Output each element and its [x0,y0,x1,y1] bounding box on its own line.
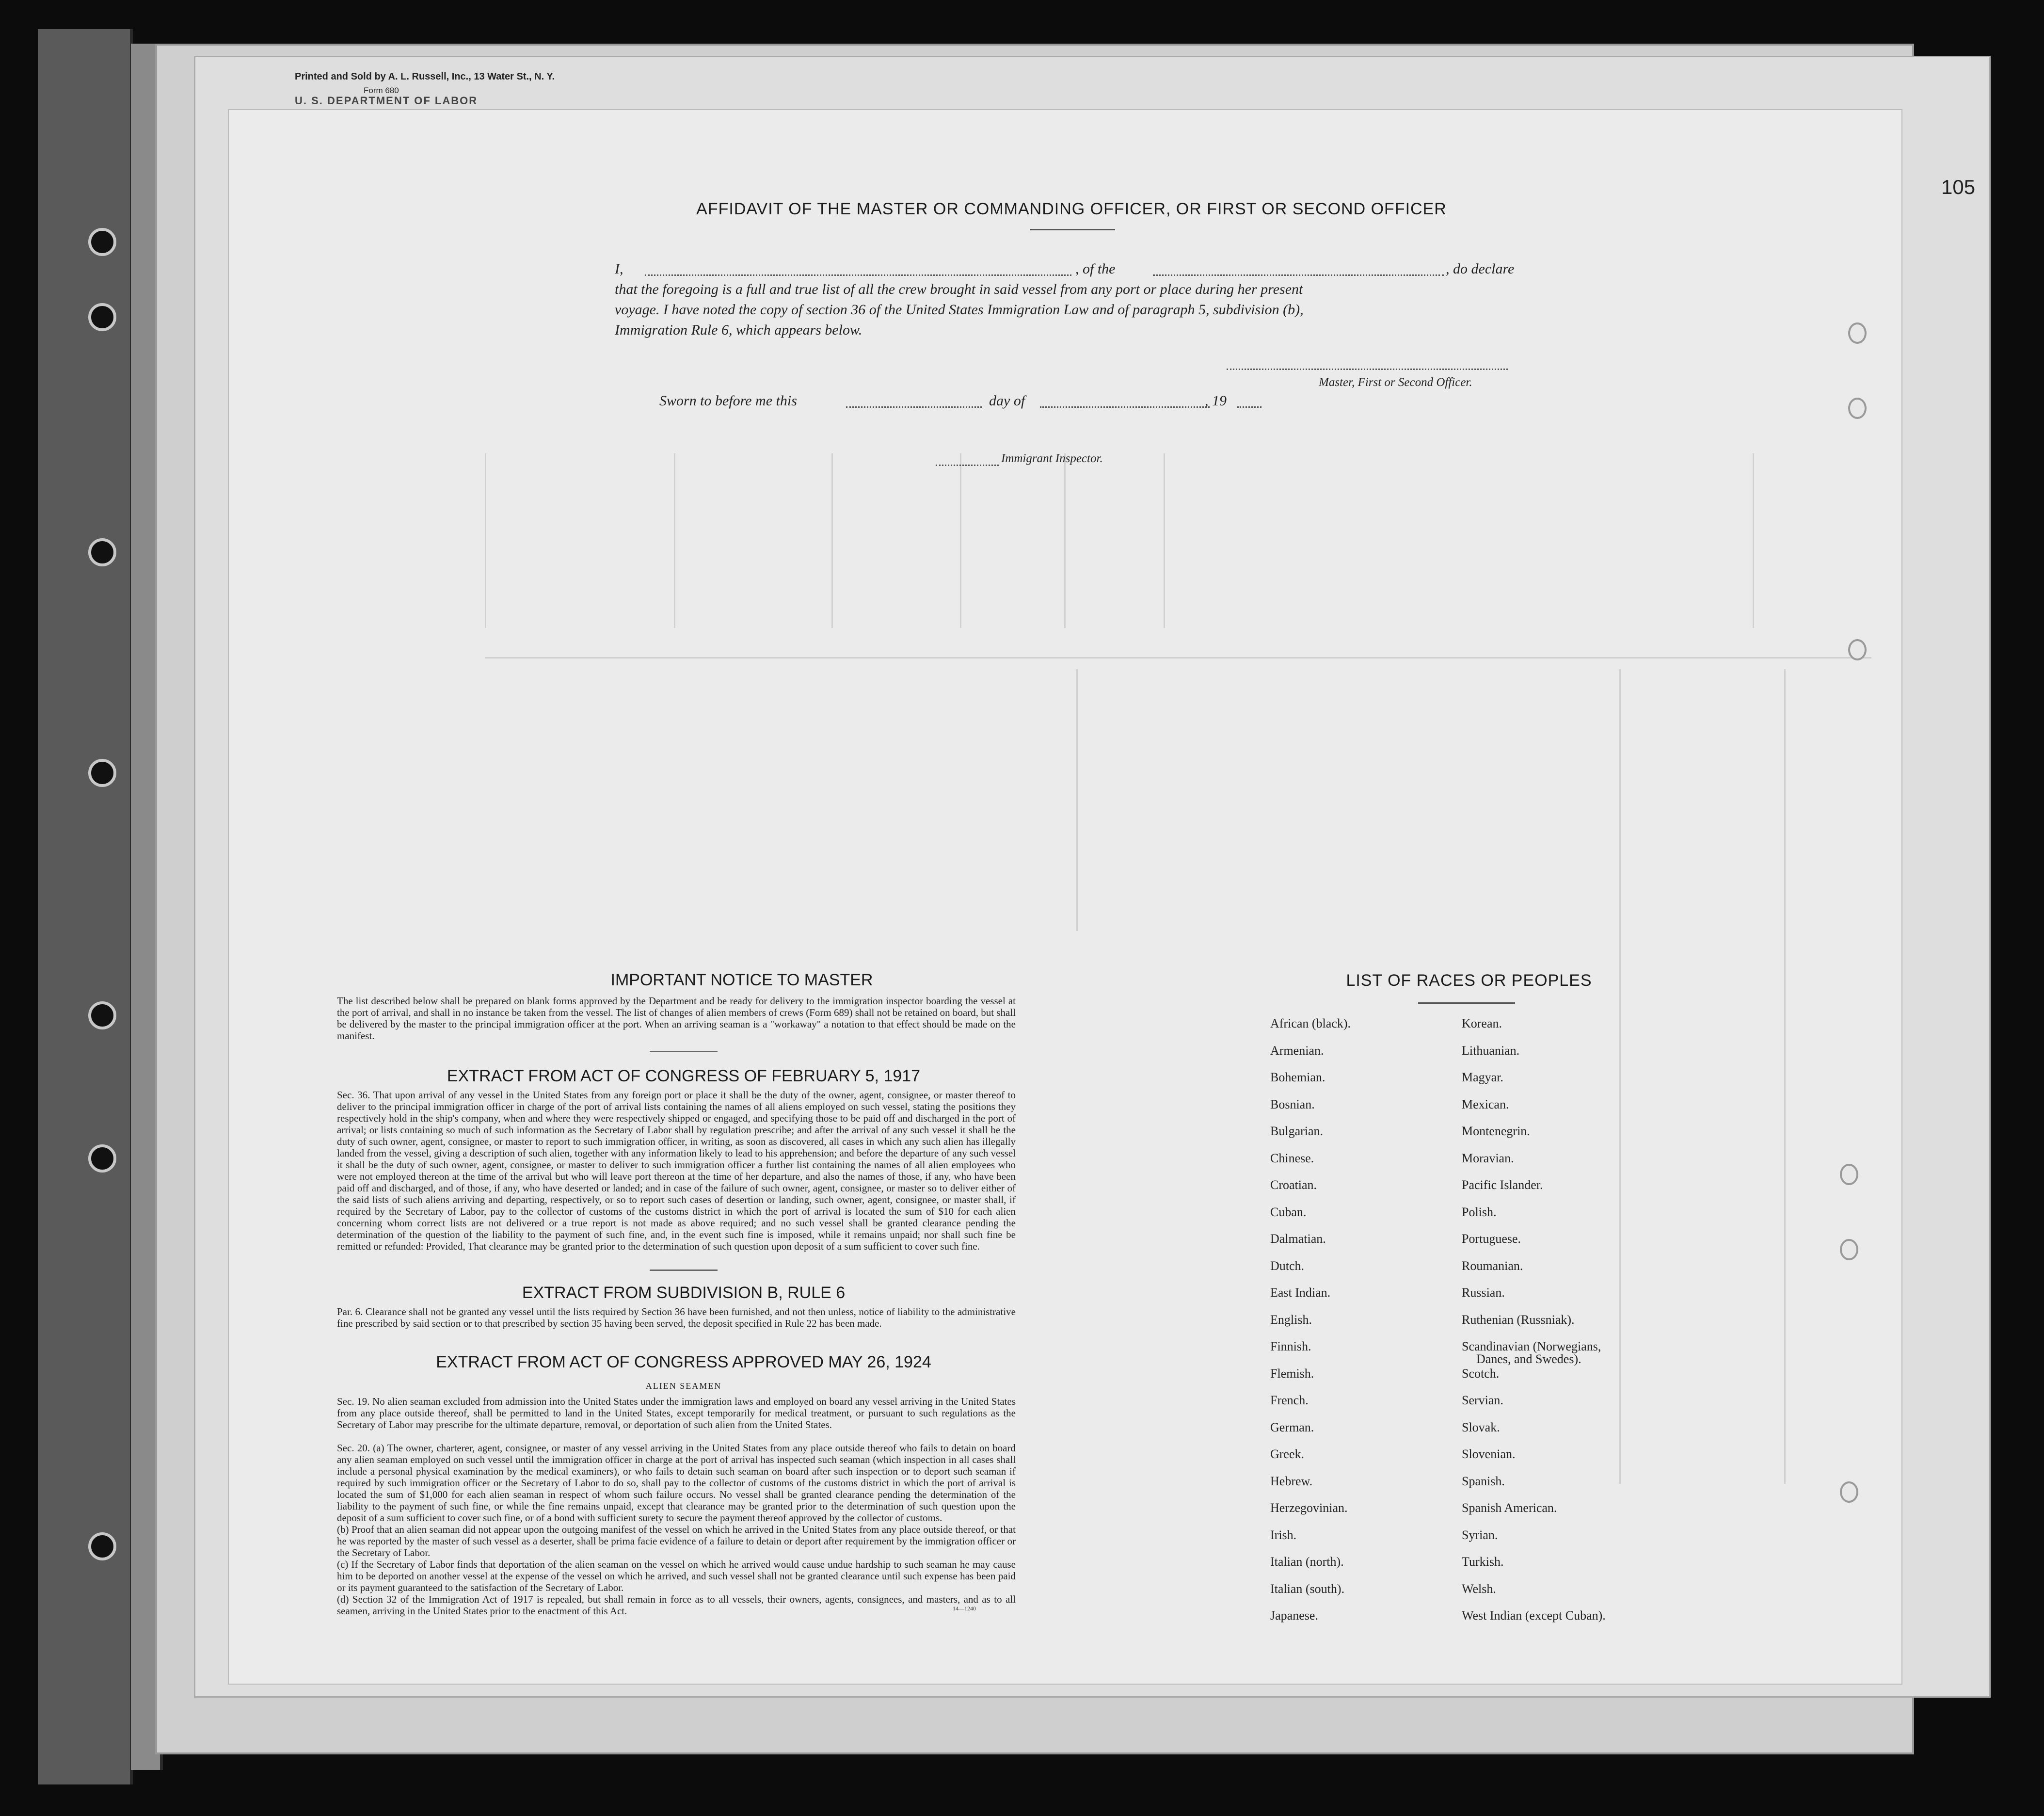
notice-text: The list described below shall be prepared on blank forms approved by the Department and be ready for delivery to the immigration inspector boarding the vessel at the port of arrival, and shall in no instance be taken from the vessel. The list of changes of alien members of crews (Form 689) shall not be retained on board, but shall be delivered by the master to the principal immigration officer at the port. When an arriving seaman is a "workaway" a notation to that effect should be made on the manifest. [337,995,1016,1042]
race-item: Spanish American. [1462,1501,1557,1515]
page-punch-hole [1848,322,1867,344]
title-rule [1418,1002,1515,1004]
affidavit-line: voyage. I have noted the copy of section 36 of the United States Immigration Law and of paragraph 5, subdivision (b), [615,302,1304,318]
race-item: Roumanian. [1462,1258,1523,1273]
race-item: Servian. [1462,1393,1503,1407]
race-item: East Indian. [1270,1286,1331,1300]
page-punch-hole [1848,398,1867,419]
extract-1917-title: EXTRACT FROM ACT OF CONGRESS OF FEBRUARY 5, 1917 [447,1067,921,1085]
race-item: Portuguese. [1462,1232,1521,1246]
race-item: Bosnian. [1270,1097,1315,1111]
binder-hole [88,538,116,566]
race-item: Flemish. [1270,1366,1314,1381]
sec20d-text: (d) Section 32 of the Immigration Act of 1917 is repealed, but shall remain in force as to all vessels, their owners, agents, consignees, and masters, and as to all seamen, arriving in the United States prior to the enactment of this Act. [337,1593,1016,1617]
race-item: Croatian. [1270,1178,1317,1192]
race-item: Danes, and Swedes). [1476,1352,1581,1366]
race-item: Syrian. [1462,1527,1498,1542]
ghost-table-line [674,453,675,628]
sec20a-text: Sec. 20. (a) The owner, charterer, agent, consignee, or master of any vessel arriving in the United States from any place outside thereof who fails to detain on board any alien seaman employed on such vessel until the immigration officer in charge at the port of arrival has inspected such seaman (which inspection in all cases shall include a personal physical examination by the medical examiners), or who fails to detain such seaman on board after such inspection or to deport such seaman if required by such immigration officer or the Secretary of Labor to do so, shall pay to the collector of customs of the customs district in which the port of arrival is located the sum of $1,000 for each alien seaman in respect of whom such failure occurs. No vessel shall be granted clearance pending the determination of the liability to the payment of such fine, or while the fine remains unpaid, except that clearance may be granted prior to the determination of such question upon the deposit of a sum sufficient to cover such fine, or of a bond with sufficient surety to secure the payment thereof approved by the collector of customs. [337,1442,1016,1524]
department-line: U. S. DEPARTMENT OF LABOR [295,95,478,107]
extract-rule6-text: Par. 6. Clearance shall not be granted any vessel until the lists required by Section 36 have been furnished, and not then unless, notice of liability to the administrative fine prescribed by said section or to that prescribed by section 35 having been served, the deposit specified in Rule 22 has been made. [337,1306,1016,1329]
binder-hole [88,1532,116,1560]
race-item: Dutch. [1270,1258,1305,1273]
ghost-table-line [485,453,486,628]
race-item: Scandinavian (Norwegians, [1462,1339,1601,1353]
races-title: LIST OF RACES OR PEOPLES [1346,971,1592,990]
race-item: Moravian. [1462,1151,1514,1165]
race-item: German. [1270,1420,1314,1434]
race-item: Russian. [1462,1286,1505,1300]
page-punch-hole [1840,1481,1858,1503]
extract-rule6-title: EXTRACT FROM SUBDIVISION B, RULE 6 [522,1284,846,1302]
ghost-table-line [1784,669,1786,1484]
race-item: Pacific Islander. [1462,1178,1543,1192]
affidavit-pronoun: I, [615,261,623,277]
race-item: Magyar. [1462,1070,1503,1084]
master-signature-field[interactable] [1227,369,1508,370]
race-item: Cuban. [1270,1205,1307,1219]
race-item: West Indian (except Cuban). [1462,1608,1606,1623]
binder-hole [88,1144,116,1173]
race-item: Herzegovinian. [1270,1501,1348,1515]
sec20c-text: (c) If the Secretary of Labor finds that deportation of the alien seaman on the vessel on which he arrived would cause undue hardship to such seaman he may cause him to be deported on another vessel at the expense of the vessel on which he arrived, and such vessel shall not be granted clearance until such expense has been paid or its payment guaranteed to the satisfaction of the Secretary of Labor. [337,1559,1016,1593]
race-item: Armenian. [1270,1043,1324,1058]
affidavit-line: Immigration Rule 6, which appears below. [615,322,862,338]
form-number: Form 680 [364,86,399,95]
extract-1917-text: Sec. 36. That upon arrival of any vessel in the United States from any foreign port or place it shall be the duty of the owner, agent, consignee, or master thereof to deliver to the principal immigration officer in charge of the port of arrival lists containing the names of all aliens employed on such vessel, stating the positions they respectively hold in the ship's company, when and where they were respectively shipped or engaged, and specifying those to be paid off and discharged in the port of arrival; or lists containing so much of such information as the Secretary of Labor shall by regulation prescribe; and after the arrival of any such vessel it shall be the duty of such owner, agent, consignee, or master to report to such immigration officer, in writing, as soon as discovered, all cases in which any such alien has illegally landed from the vessel, giving a description of such alien, together with any information likely to lead to his apprehension; and before the departure of any such vessel it shall be the duty of such owner, agent, consignee, or master to deliver to such immigration officer a further list containing the names of all alien employees who were not employed thereon at the time of the arrival but who will leave port thereon at the time of her departure, and also the names of those, if any, who have been paid off and discharged, and of those, if any, who have deserted or landed; and in case of the failure of such owner, agent, consignee, or master so to deliver either of the said lists of such aliens arriving and departing, respectively, or so to report such cases of desertion or landing, such owner, agent, consignee, or master shall, if required by the Secretary of Labor, pay to the collector of customs of the customs district in which the port of arrival is located the sum of $10 for each alien concerning whom correct lists are not delivered or a true report is not made as above required; and no such vessel shall be granted clearance pending the determination of the question of the liability to the payment of such fine, and, in the event such fine is imposed, while it remains unpaid; nor shall such fine be remitted or refunded: Provided, That clearance may be granted prior to the determination of such question upon deposit of a sum sufficient to cover such fine. [337,1089,1016,1252]
printer-line: Printed and Sold by A. L. Russell, Inc., 13 Water St., N. Y. [295,71,555,82]
binder-hole [88,303,116,331]
page-number: 105 [1941,176,1976,198]
sec20b-text: (b) Proof that an alien seaman did not appear upon the outgoing manifest of the vessel on which he arrived in the United States from any place outside thereof, or that he was reported by the master of such vessel as a deserter, shall be prima facie evidence of a failure to detain or deport after requirement by the immigration officer or the Secretary of Labor. [337,1524,1016,1559]
race-item: Turkish. [1462,1555,1504,1569]
affidavit-do-declare: , do declare [1446,261,1515,277]
ghost-table-line [831,453,833,628]
ghost-table-line [1164,453,1165,628]
sworn-year-field[interactable] [1237,406,1262,408]
affidavit-of-the: , of the [1075,261,1116,277]
race-item: Finnish. [1270,1339,1311,1353]
race-item: Welsh. [1462,1581,1496,1596]
extract-1924-subtitle: ALIEN SEAMEN [645,1381,722,1391]
race-item: Slovenian. [1462,1447,1516,1461]
inspector-caption: Immigrant Inspector. [1001,452,1103,465]
sworn-month-field[interactable] [1040,406,1210,408]
race-item: English. [1270,1312,1312,1327]
race-item: Japanese. [1270,1608,1318,1623]
race-item: Polish. [1462,1205,1497,1219]
title-rule [1030,229,1115,230]
vessel-name-field[interactable] [1153,274,1444,276]
page-punch-hole [1840,1164,1858,1185]
section-rule [650,1051,718,1052]
notice-title: IMPORTANT NOTICE TO MASTER [610,971,873,989]
race-item: Greek. [1270,1447,1305,1461]
inspector-signature-field[interactable] [936,465,999,466]
race-item: African (black). [1270,1016,1351,1030]
year-prefix: , 19 [1205,393,1227,409]
sec19-text: Sec. 19. No alien seaman excluded from admission into the United States under the immigration laws and employed on board any vessel arriving in the United States from any place outside thereof, shall be permitted to land in the United States, except temporarily for medical treatment, or pursuant to such regulations as the Secretary of Labor may prescribe for the ultimate departure, removal, or deportation of such alien from the United States. [337,1396,1016,1430]
race-item: Lithuanian. [1462,1043,1520,1058]
race-item: Hebrew. [1270,1474,1313,1488]
ghost-table-line [960,453,961,628]
race-item: Chinese. [1270,1151,1314,1165]
race-item: Italian (north). [1270,1555,1344,1569]
day-of-text: day of [989,393,1025,409]
race-item: Bohemian. [1270,1070,1325,1084]
affidavit-title: AFFIDAVIT OF THE MASTER OR COMMANDING OFFICER, OR FIRST OR SECOND OFFICER [696,200,1447,218]
sworn-day-field[interactable] [846,406,982,408]
race-item: Dalmatian. [1270,1232,1326,1246]
extract-1924-title: EXTRACT FROM ACT OF CONGRESS APPROVED MAY 26, 1924 [436,1353,931,1371]
race-item: Montenegrin. [1462,1124,1530,1138]
binder-hole [88,228,116,256]
binder-strip [38,29,133,1784]
ghost-table-line [485,657,1871,659]
race-item: Spanish. [1462,1474,1505,1488]
master-signature-caption: Master, First or Second Officer. [1319,376,1472,389]
race-item: French. [1270,1393,1309,1407]
ghost-table-line [1753,453,1754,628]
page-punch-hole [1848,639,1867,660]
race-item: Bulgarian. [1270,1124,1324,1138]
form-header-strip [233,61,1493,114]
section-rule [650,1270,718,1271]
ghost-table-line [1064,453,1066,628]
race-item: Slovak. [1462,1420,1500,1434]
race-item: Scotch. [1462,1366,1500,1381]
binder-hole [88,759,116,787]
page-punch-hole [1840,1239,1858,1260]
race-item: Italian (south). [1270,1581,1345,1596]
sworn-text: Sworn to before me this [659,393,797,409]
ghost-table-line [1076,669,1078,931]
race-item: Mexican. [1462,1097,1509,1111]
race-item: Irish. [1270,1527,1297,1542]
name-field[interactable] [645,274,1071,276]
affidavit-line: that the foregoing is a full and true list of all the crew brought in said vessel from any port or place during her present [615,281,1303,297]
form-code: 14—1240 [953,1605,976,1612]
binder-hole [88,1001,116,1029]
race-item: Korean. [1462,1016,1502,1030]
race-item: Ruthenian (Russniak). [1462,1312,1575,1327]
